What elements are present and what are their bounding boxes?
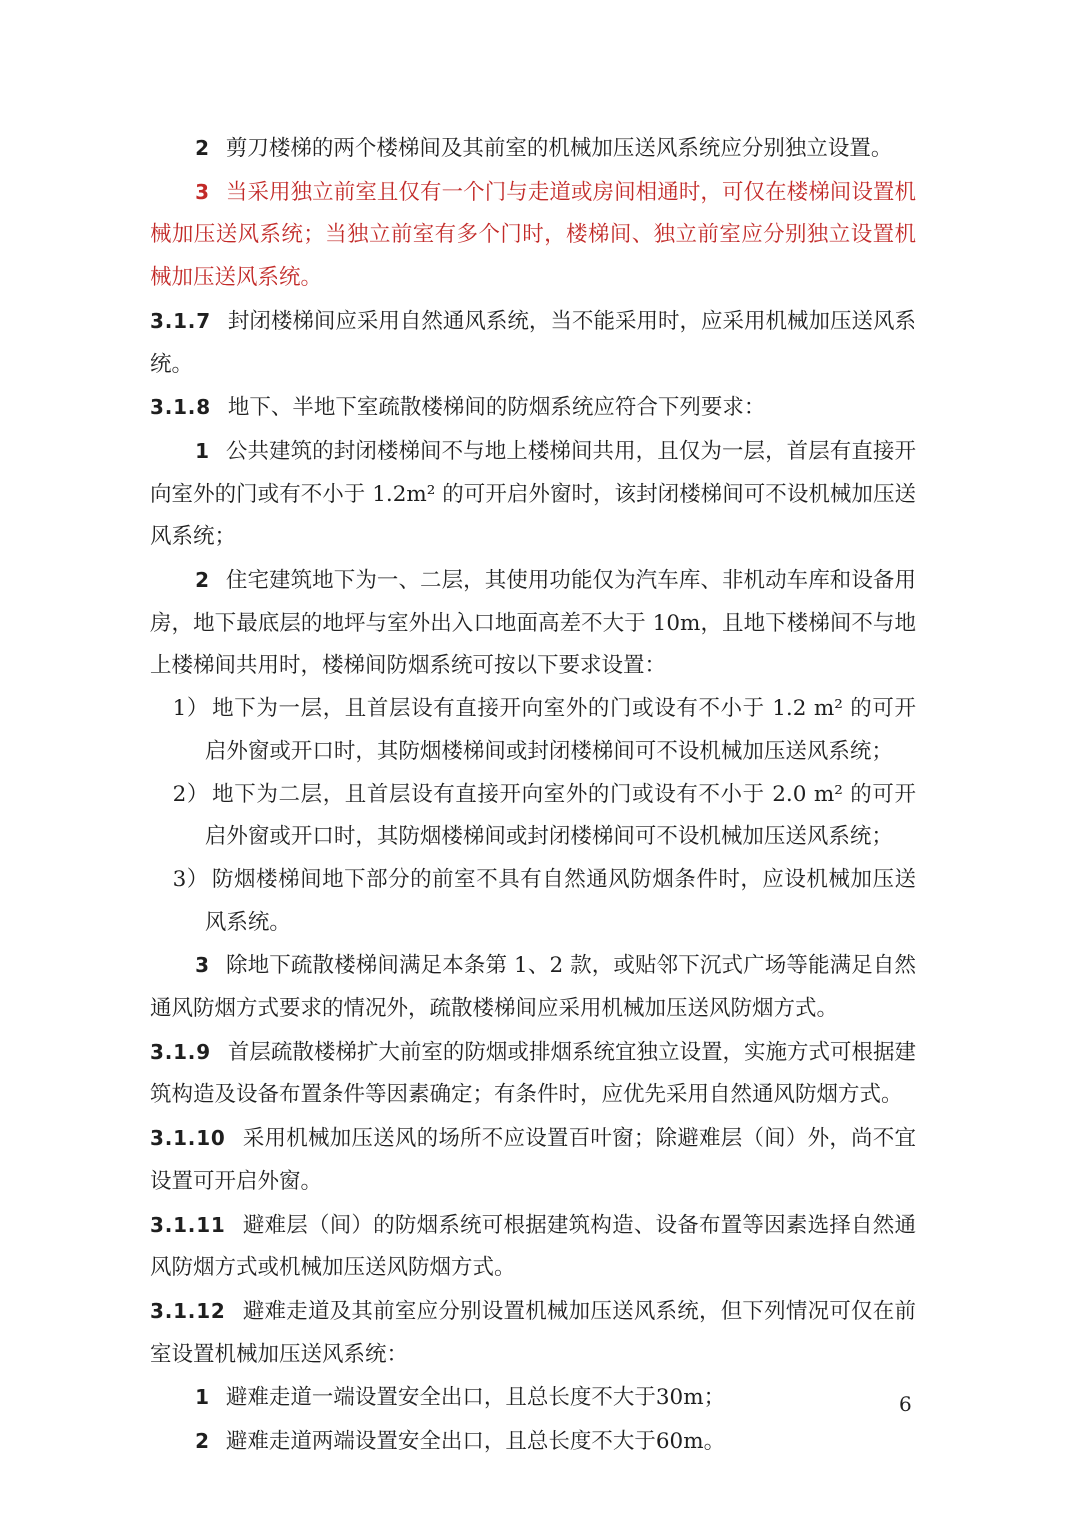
clause-number: 3.1.10 <box>150 1126 226 1151</box>
clause-text: 封闭楼梯间应采用自然通风系统，当不能采用时，应采用机械加压送风系统。 <box>150 308 916 377</box>
clause-text: 避难走道两端设置安全出口，且总长度不大于60m。 <box>225 1429 726 1455</box>
clause-text: 避难走道一端设置安全出口，且总长度不大于30m； <box>225 1385 726 1411</box>
clause-text: 当采用独立前室且仅有一个门与走道或房间相通时，可仅在楼梯间设置机械加压送风系统；当独立前室有多个门时，楼梯间、独立前室应分别独立设置机械加压送风系统。 <box>150 179 916 291</box>
clause-number: 3 <box>195 179 210 204</box>
clause-paragraph <box>150 1204 916 1290</box>
clause-text: 剪刀楼梯的两个楼梯间及其前室的机械加压送风系统应分别独立设置。 <box>225 136 893 161</box>
clause-text: 除地下疏散楼梯间满足本条第 1、2 款，或贴邻下沉式广场等能满足自然通风防烟方式要求的情况外，疏散楼梯间应采用机械加压送风防烟方式。 <box>150 953 916 1022</box>
page-number: 6 <box>899 1392 912 1416</box>
clause-number: 3.1.7 <box>150 308 211 333</box>
clause-text: 避难层（间）的防烟系统可根据建筑构造、设备布置等因素选择自然通风防烟方式或机械加压送风防烟方式。 <box>150 1212 916 1281</box>
clause-paragraph <box>150 944 916 1030</box>
clause-number: 2 <box>195 1429 210 1454</box>
clause-paragraph <box>150 774 916 859</box>
clause-text: 避难走道及其前室应分别设置机械加压送风系统，但下列情况可仅在前室设置机械加压送风系统： <box>150 1298 916 1367</box>
clause-number: 3.1.12 <box>150 1298 226 1323</box>
clause-text: 地下、半地下室疏散楼梯间的防烟系统应符合下列要求： <box>227 395 766 421</box>
clause-number: 3.1.11 <box>150 1212 226 1237</box>
clause-number: 3.1.8 <box>150 395 211 420</box>
clause-paragraph <box>150 386 916 430</box>
clause-number: 3.1.9 <box>150 1039 211 1064</box>
clause-number: 1） <box>172 696 209 722</box>
clause-number: 2 <box>195 568 210 593</box>
clause-text: 公共建筑的封闭楼梯间不与地上楼梯间共用，且仅为一层，首层有直接开向室外的门或有不小于 1.2m² 的可开启外窗时，该封闭楼梯间可不设机械加压送风系统； <box>150 438 916 550</box>
clause-number: 1 <box>195 438 210 463</box>
clause-paragraph <box>150 1031 916 1117</box>
clause-number: 3 <box>195 953 210 978</box>
clause-paragraph <box>150 171 916 300</box>
clause-text: 地下为一层，且首层设有直接开向室外的门或设有不小于 1.2 m² 的可开启外窗或开口时，其防烟楼梯间或封闭楼梯间可不设机械加压送风系统； <box>204 696 916 764</box>
clause-text: 采用机械加压送风的场所不应设置百叶窗；除避难层（间）外，尚不宜设置可开启外窗。 <box>150 1126 916 1194</box>
clause-text: 地下为二层，且首层设有直接开向室外的门或设有不小于 2.0 m² 的可开启外窗或开口时，其防烟楼梯间或封闭楼梯间可不设机械加压送风系统； <box>204 781 916 850</box>
clause-paragraph <box>150 688 916 773</box>
clause-paragraph <box>150 1420 916 1464</box>
clause-paragraph <box>150 430 916 559</box>
clause-paragraph <box>150 1117 916 1203</box>
clause-paragraph <box>150 127 916 171</box>
clause-text: 防烟楼梯间地下部分的前室不具有自然通风防烟条件时，应设机械加压送风系统。 <box>204 866 916 935</box>
document-body <box>150 127 916 1464</box>
clause-number: 2） <box>172 781 209 807</box>
clause-paragraph <box>150 1290 916 1376</box>
clause-paragraph <box>150 1376 916 1420</box>
clause-text: 住宅建筑地下为一、二层，其使用功能仅为汽车库、非机动车库和设备用房，地下最底层的地坪与室外出入口地面高差不大于 10m，且地下楼梯间不与地上楼梯间共用时，楼梯间防烟系统可按以下要求设置： <box>150 568 916 679</box>
clause-number: 1 <box>195 1385 210 1410</box>
clause-paragraph <box>150 559 916 688</box>
clause-number: 2 <box>195 136 210 160</box>
clause-number: 3） <box>172 866 209 892</box>
clause-paragraph <box>150 300 916 386</box>
clause-paragraph <box>150 859 916 944</box>
clause-text: 首层疏散楼梯扩大前室的防烟或排烟系统宜独立设置，实施方式可根据建筑构造及设备布置条件等因素确定；有条件时，应优先采用自然通风防烟方式。 <box>150 1039 916 1108</box>
